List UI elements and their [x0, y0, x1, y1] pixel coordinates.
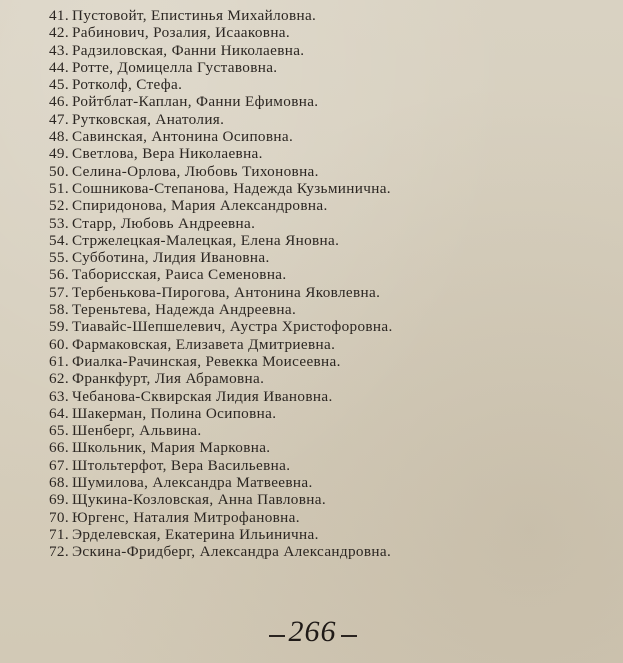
list-item-name: Школьник, Мария Марковна.: [72, 439, 271, 457]
list-item-number: 53.: [48, 214, 69, 232]
list-item-number: 67.: [48, 456, 69, 474]
list-item-number: 71.: [48, 525, 69, 543]
list-item-name: Стржелецкая-Малецкая, Елена Яновна.: [72, 231, 340, 249]
list-item-number: 57.: [48, 283, 69, 301]
list-item-number: 72.: [48, 543, 69, 561]
list-item-number: 58.: [48, 301, 69, 319]
list-item: [0, 249, 623, 266]
list-item-name: Тербенькова-Пирогова, Антонина Яковлевна.: [72, 283, 381, 301]
list-item-name: Таборисская, Раиса Семеновна.: [72, 266, 287, 284]
list-item-name: Светлова, Вера Николаевна.: [72, 145, 263, 163]
list-item: [0, 232, 623, 249]
page-number: 266: [288, 615, 337, 648]
list-item: [0, 543, 623, 560]
list-item-number: 48.: [48, 128, 69, 146]
list-item-name: Щукина-Козловская, Анна Павловна.: [72, 491, 326, 509]
list-item-name: Ротколф, Стефа.: [72, 76, 183, 94]
list-item-name: Штольтерфот, Вера Васильевна.: [72, 456, 291, 474]
list-item-number: 52.: [48, 197, 69, 215]
list-item: [0, 491, 623, 508]
list-item-name: Селина-Орлова, Любовь Тихоновна.: [72, 162, 319, 180]
list-item-name: Юргенс, Наталия Митрофановна.: [72, 508, 300, 526]
list-item-number: 69.: [48, 491, 69, 509]
list-item-number: 46.: [48, 93, 69, 111]
list-item-number: 41.: [48, 7, 69, 24]
list-item-name: Шакерман, Полина Осиповна.: [72, 404, 277, 422]
left-dash: [269, 635, 285, 637]
list-item: [0, 318, 623, 335]
list-item-name: Тереньтева, Надежда Андреевна.: [72, 301, 297, 319]
list-item: [0, 284, 623, 301]
list-item: [0, 180, 623, 197]
list-item-number: 54.: [48, 231, 69, 249]
list-item-number: 64.: [48, 404, 69, 422]
list-item: [0, 24, 623, 41]
list-item-name: Радзиловская, Фанни Николаевна.: [72, 41, 305, 59]
list-item: [0, 76, 623, 93]
list-item-name: Шенберг, Альвина.: [72, 422, 202, 440]
list-item: [0, 353, 623, 370]
list-item-number: 66.: [48, 439, 69, 457]
list-item-number: 45.: [48, 76, 69, 94]
list-item-number: 50.: [48, 162, 69, 180]
list-item-name: Шумилова, Александра Матвеевна.: [72, 474, 313, 492]
list-item-name: Эскина-Фридберг, Александра Александровна.: [72, 543, 392, 561]
list-item: [0, 439, 623, 456]
list-item-number: 51.: [48, 179, 69, 197]
list-item-name: Фиалка-Рачинская, Ревекка Моисеевна.: [72, 352, 341, 370]
list-item: [0, 111, 623, 128]
list-item-name: Субботина, Лидия Ивановна.: [72, 249, 270, 267]
list-item: [0, 93, 623, 110]
list-item-number: 55.: [48, 249, 69, 267]
list-item-number: 43.: [48, 41, 69, 59]
list-item-name: Ройтблат-Каплан, Фанни Ефимовна.: [72, 93, 319, 111]
list-item: [0, 145, 623, 162]
list-item-name: Чебанова-Сквирская Лидия Ивановна.: [72, 387, 333, 405]
list-item-name: Спиридонова, Мария Александровна.: [72, 197, 328, 215]
list-item-name: Тиавайс-Шепшелевич, Аустра Христофоровна.: [72, 318, 393, 336]
list-item: [0, 526, 623, 543]
list-item: [0, 301, 623, 318]
list-item: [0, 474, 623, 491]
list-item-number: 61.: [48, 352, 69, 370]
list-item: [0, 215, 623, 232]
list-item-number: 42.: [48, 24, 69, 42]
list-item: [0, 59, 623, 76]
list-item-number: 62.: [48, 370, 69, 388]
list-item-name: Сошникова-Степанова, Надежда Кузьминична.: [72, 179, 391, 197]
name-list: [0, 7, 623, 561]
list-item-number: 70.: [48, 508, 69, 526]
list-item: [0, 405, 623, 422]
list-item-name: Савинская, Антонина Осиповна.: [72, 128, 294, 146]
list-item-name: Старр, Любовь Андреевна.: [72, 214, 256, 232]
list-item-name: Эрделевская, Екатерина Ильинична.: [72, 525, 319, 543]
list-item-number: 44.: [48, 58, 69, 76]
list-item-number: 49.: [48, 145, 69, 163]
list-item-number: 68.: [48, 474, 69, 492]
list-item: [0, 457, 623, 474]
list-item-number: 47.: [48, 110, 69, 128]
list-item: [0, 7, 623, 24]
list-item: [0, 42, 623, 59]
list-item-name: Рутковская, Анатолия.: [72, 110, 225, 128]
list-item-name: Пустовойт, Епистинья Михайловна.: [72, 7, 317, 24]
list-item: [0, 388, 623, 405]
list-item-name: Рабинович, Розалия, Исааковна.: [72, 24, 291, 42]
list-item-name: Франкфурт, Лия Абрамовна.: [72, 370, 265, 388]
list-item-name: Ротте, Домицелла Густавовна.: [72, 58, 278, 76]
right-dash: [341, 635, 357, 637]
list-item: [0, 336, 623, 353]
list-item-number: 59.: [48, 318, 69, 336]
list-item: [0, 266, 623, 283]
list-item-number: 63.: [48, 387, 69, 405]
list-item-number: 60.: [48, 335, 69, 353]
list-item-number: 56.: [48, 266, 69, 284]
list-item: [0, 509, 623, 526]
list-item: [0, 163, 623, 180]
page-number-footer: [250, 612, 375, 652]
list-item: [0, 197, 623, 214]
list-item-name: Фармаковская, Елизавета Дмитриевна.: [72, 335, 336, 353]
list-item: [0, 422, 623, 439]
list-item: [0, 370, 623, 387]
list-item-number: 65.: [48, 422, 69, 440]
list-item: [0, 128, 623, 145]
